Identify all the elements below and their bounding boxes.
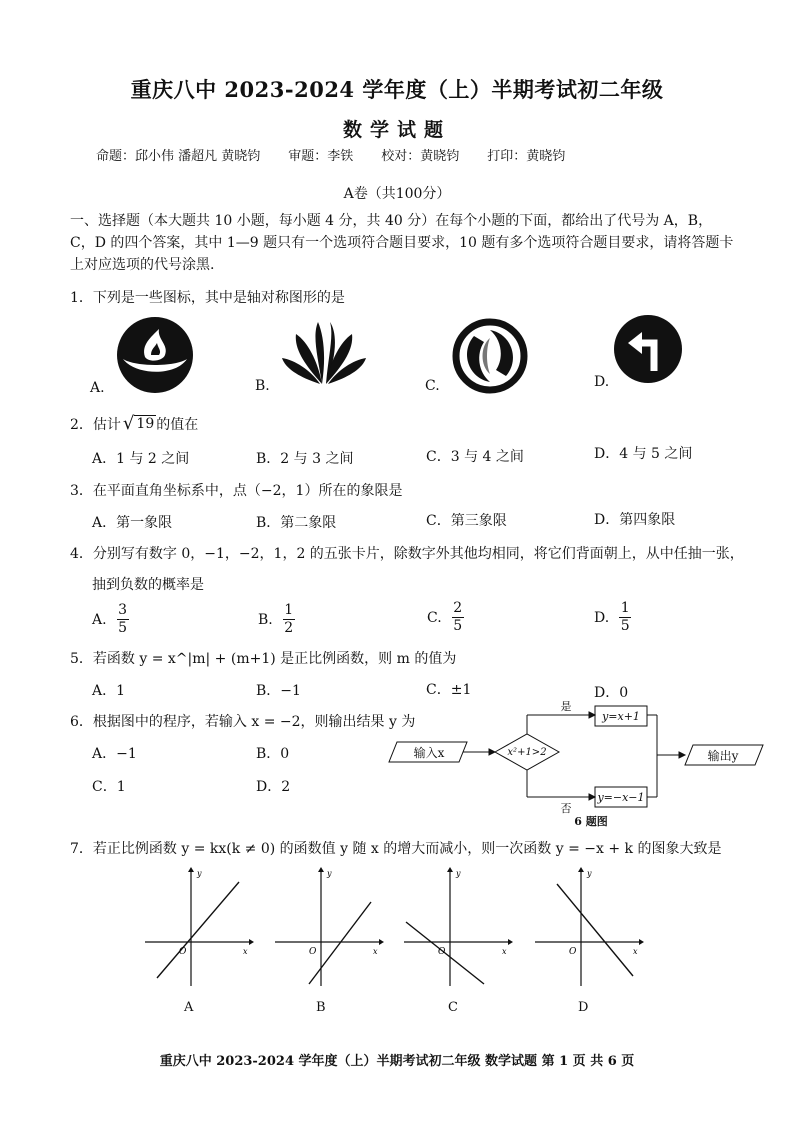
sqrt-sign: √ [122, 413, 135, 434]
q4-option-b-fraction [283, 602, 295, 637]
section-instructions: 一、选择题（本大题共 10 小题，每小题 4 分，共 40 分）在每个小题的下面，都给出了代号为 A，B，C，D 的四个答案，其中 1—9 题只有一个选项符合题目要求，10 题有多个选项符合题目要求，请将答题卡上对应选项的代号涂黑. [70, 213, 734, 273]
denominator: 5 [620, 618, 630, 634]
denominator: 5 [453, 618, 463, 634]
q3-option-c: C．第三象限 [426, 513, 507, 529]
q1-option-c: C. [425, 378, 440, 394]
q1-option-a: A. [90, 380, 105, 396]
q2-option-c: C．3 与 4 之间 [426, 449, 524, 465]
q4-option-a-label: A. [92, 611, 107, 628]
q3-stem: 3．在平面直角坐标系中，点（−2，1）所在的象限是 [70, 483, 403, 499]
q7-graph-d-label: D [578, 1000, 589, 1015]
q1-option-b: B. [255, 378, 270, 394]
q7-graph-c-label: C [448, 1000, 458, 1015]
staff-reviewer: 审题：李铁 [288, 149, 354, 164]
y-axis-label: y [587, 869, 592, 878]
q5-stem: 5．若函数 y = x^|m| + (m+1) 是正比例函数，则 m 的值为 [70, 651, 457, 667]
flow-output-label: 输出y [707, 748, 739, 763]
staff-line [96, 145, 565, 164]
x-axis-label: x [502, 947, 507, 956]
denominator: 2 [284, 620, 294, 636]
flow-no-label: 否 [560, 802, 572, 815]
q1-stem: 1．下列是一些图标，其中是轴对称图形的是 [70, 290, 345, 306]
flow-no-box: y=−x−1 [597, 790, 645, 804]
flow-yes-box: y=x+1 [602, 709, 640, 723]
q2-stem-prefix: 2．估计 [70, 416, 121, 433]
x-axis-label: x [633, 947, 638, 956]
q2-stem-suffix: 的值在 [156, 416, 199, 433]
flow-input-label: 输入x [413, 745, 445, 760]
origin-label: O [438, 947, 446, 957]
denominator: 5 [118, 620, 128, 636]
numerator: 1 [284, 602, 294, 618]
flow-condition-label: x²+1>2 [507, 746, 547, 758]
q4-option-d [594, 600, 631, 635]
q4-option-a-fraction [117, 602, 129, 637]
y-axis-label: y [456, 869, 461, 878]
q7-graph-a [143, 866, 255, 991]
q6-stem: 6．根据图中的程序，若输入 x = −2，则输出结果 y 为 [70, 714, 416, 730]
x-axis-label: x [373, 947, 378, 956]
huawei-fan-icon [280, 318, 368, 388]
q6-option-a: A．−1 [92, 746, 137, 762]
flow-caption: 6 题图 [574, 815, 608, 828]
staff-proofreader: 校对：黄晓钧 [381, 149, 460, 164]
q4-option-c [427, 600, 464, 635]
q7-graph-c [402, 866, 514, 991]
q7-graph-a-label: A [184, 1000, 194, 1015]
q4-option-b-label: B. [258, 611, 273, 628]
q4-option-c-label: C. [427, 609, 442, 626]
section-heading: A卷（共100分） [343, 186, 451, 202]
origin-label: O [569, 947, 577, 957]
q5-option-b: B．−1 [256, 683, 301, 699]
q7-graph-b [273, 866, 385, 991]
q3-option-a: A．第一象限 [92, 515, 173, 531]
q5-option-a: A．1 [92, 683, 126, 699]
left-turn-arrow-icon [612, 313, 684, 385]
q4-stem-line1: 4．分别写有数字 0，−1，−2，1，2 的五张卡片，除数字外其他均相同，将它们背面朝上，从中任抽一张， [70, 546, 744, 562]
exam-title: 重庆八中 2023-2024 学年度（上）半期考试初二年级 [130, 77, 664, 102]
q3-option-d: D．第四象限 [594, 512, 676, 528]
q4-option-d-fraction [619, 600, 631, 635]
q5-option-c: C．±1 [426, 682, 472, 698]
q4-stem-line2: 抽到负数的概率是 [92, 577, 204, 593]
q7-graph-d [533, 866, 645, 991]
numerator: 2 [453, 600, 463, 616]
q2-option-b: B．2 与 3 之间 [256, 451, 354, 467]
q3-option-b: B．第二象限 [256, 515, 337, 531]
staff-author: 命题：邱小伟 潘超凡 黄晓钧 [96, 149, 261, 164]
q2-radicand: 19 [136, 416, 155, 432]
q2-stem [70, 413, 198, 434]
page-footer: 重庆八中 2023-2024 学年度（上）半期考试初二年级 数学试题 第 1 页 共 6 页 [159, 1054, 635, 1069]
q2-option-a: A．1 与 2 之间 [92, 451, 190, 467]
q4-option-d-label: D. [594, 609, 610, 626]
flow-yes-label: 是 [560, 700, 572, 713]
x-axis-label: x [243, 947, 248, 956]
q4-option-a [92, 602, 129, 637]
q7-stem: 7．若正比例函数 y = kx(k ≠ 0) 的函数值 y 随 x 的增大而减小，则一次函数 y = −x + k 的图象大致是 [70, 841, 722, 857]
y-axis-label: y [327, 869, 332, 878]
q4-option-b [258, 602, 295, 637]
q4-option-c-fraction [452, 600, 464, 635]
staff-printer: 打印：黄晓钧 [487, 149, 566, 164]
flame-circle-icon [115, 315, 195, 395]
q6-option-b: B．0 [256, 746, 290, 762]
origin-label: O [179, 947, 187, 957]
q7-graph-b-label: B [316, 1000, 326, 1015]
swirl-ring-icon [450, 316, 530, 396]
exam-subtitle: 数学试题 [342, 119, 451, 141]
q6-option-d: D．2 [256, 779, 291, 795]
q5-option-d: D．0 [594, 685, 629, 701]
y-axis-label: y [197, 869, 202, 878]
q6-option-c: C．1 [92, 779, 126, 795]
numerator: 1 [620, 600, 630, 616]
q2-option-d: D．4 与 5 之间 [594, 446, 693, 462]
numerator: 3 [118, 602, 128, 618]
q1-option-d: D. [594, 374, 610, 390]
origin-label: O [309, 947, 317, 957]
